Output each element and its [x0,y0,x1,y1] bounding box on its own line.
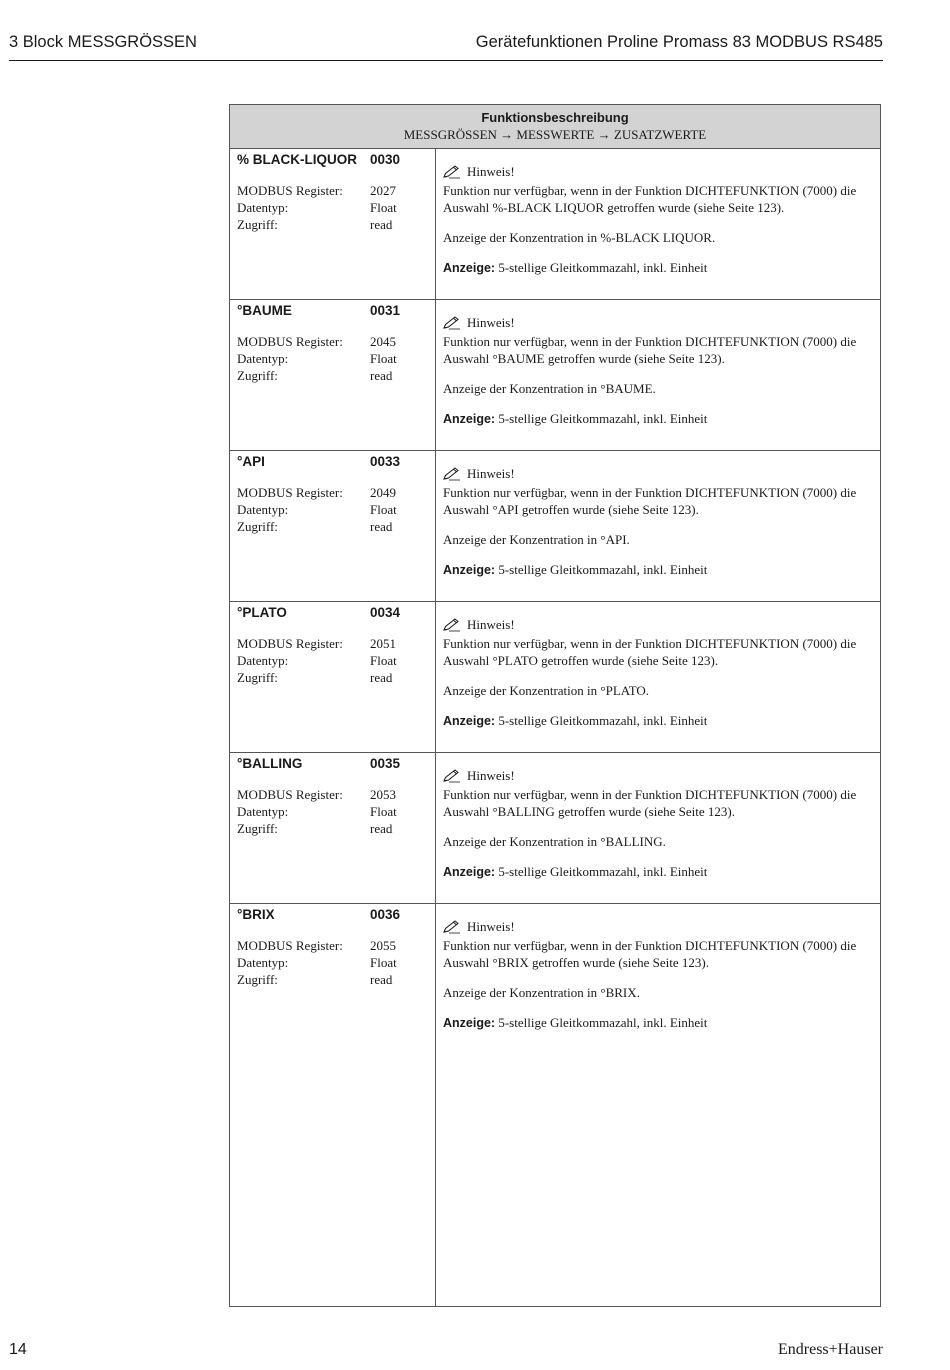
function-code: 0031 [370,303,401,318]
table-title: Funktionsbeschreibung [481,110,629,125]
datatype-label: Datentyp: [237,804,289,819]
datatype-label: Datentyp: [237,653,289,668]
function-description: Anzeige der Konzentration in %-BLACK LIQUOR. [443,230,716,245]
display-text: 5-stellige Gleitkommazahl, inkl. Einheit [498,260,708,275]
note-heading [443,616,515,633]
register-label: MODBUS Register: [237,485,343,500]
display-format [443,260,707,276]
function-name: °BALLING [237,756,303,771]
display-label: Anzeige: [443,1016,496,1030]
access-value: read [370,519,393,534]
display-format [443,864,707,880]
display-format [443,1015,707,1031]
function-code: 0035 [370,756,401,771]
datatype-value: Float [370,653,397,668]
access-value: read [370,821,393,836]
access-label: Zugriff: [237,368,278,383]
function-description: Anzeige der Konzentration in °PLATO. [443,683,650,698]
access-value: read [370,217,393,232]
note-label: Hinweis! [467,315,515,330]
function-code: 0034 [370,605,401,620]
table-row [230,752,880,904]
display-text: 5-stellige Gleitkommazahl, inkl. Einheit [498,411,708,426]
display-format [443,713,707,729]
header-rule [9,60,883,61]
note-heading [443,767,515,784]
register-value: 2055 [370,938,396,953]
availability-condition: Funktion nur verfügbar, wenn in der Funktion DICHTEFUNKTION (7000) die Auswahl °PLATO getroffen wurde (siehe Seite 123). [443,636,857,668]
brand-logo-text: Endress+Hauser [778,1341,883,1358]
register-value: 2045 [370,334,396,349]
access-value: read [370,972,393,987]
display-label: Anzeige: [443,412,496,426]
table-header [230,105,880,149]
display-format [443,411,707,427]
table-row [230,299,880,451]
display-label: Anzeige: [443,563,496,577]
note-heading [443,163,515,180]
register-value: 2053 [370,787,396,802]
availability-condition: Funktion nur verfügbar, wenn in der Funktion DICHTEFUNKTION (7000) die Auswahl °BALLING getroffen wurde (siehe Seite 123). [443,787,857,819]
display-label: Anzeige: [443,714,496,728]
note-heading [443,465,515,482]
datatype-label: Datentyp: [237,351,289,366]
register-value: 2049 [370,485,396,500]
access-value: read [370,368,393,383]
display-format [443,562,707,578]
note-heading [443,314,515,331]
function-name: % BLACK-LIQUOR [237,152,357,167]
note-label: Hinweis! [467,617,515,632]
availability-condition: Funktion nur verfügbar, wenn in der Funktion DICHTEFUNKTION (7000) die Auswahl %-BLACK LIQUOR getroffen wurde (siehe Seite 123). [443,183,857,215]
pencil-note-icon [443,165,461,179]
pencil-note-icon [443,467,461,481]
access-value: read [370,670,393,685]
running-header-chapter: 3 Block MESSGRÖSSEN [9,33,197,51]
datatype-label: Datentyp: [237,502,289,517]
function-description: Anzeige der Konzentration in °BAUME. [443,381,656,396]
note-heading [443,918,515,935]
function-name: °BRIX [237,907,275,922]
register-value: 2027 [370,183,396,198]
access-label: Zugriff: [237,217,278,232]
function-name: °BAUME [237,303,292,318]
datatype-value: Float [370,200,397,215]
display-label: Anzeige: [443,865,496,879]
function-code: 0036 [370,907,401,922]
register-label: MODBUS Register: [237,938,343,953]
pencil-note-icon [443,316,461,330]
function-name: °API [237,454,265,469]
register-value: 2051 [370,636,396,651]
table-row [230,903,880,1054]
datatype-label: Datentyp: [237,200,289,215]
datatype-value: Float [370,955,397,970]
table-row [230,601,880,753]
table-row [230,450,880,602]
datatype-value: Float [370,351,397,366]
display-text: 5-stellige Gleitkommazahl, inkl. Einheit [498,562,708,577]
datatype-value: Float [370,804,397,819]
display-text: 5-stellige Gleitkommazahl, inkl. Einheit [498,1015,708,1030]
function-description: Anzeige der Konzentration in °BALLING. [443,834,666,849]
table-path: MESSGRÖSSEN → MESSWERTE → ZUSATZWERTE [403,127,707,142]
access-label: Zugriff: [237,519,278,534]
function-code: 0033 [370,454,401,469]
availability-condition: Funktion nur verfügbar, wenn in der Funktion DICHTEFUNKTION (7000) die Auswahl °API getroffen wurde (siehe Seite 123). [443,485,857,517]
function-code: 0030 [370,152,401,167]
register-label: MODBUS Register: [237,636,343,651]
function-description: Anzeige der Konzentration in °API. [443,532,630,547]
note-label: Hinweis! [467,768,515,783]
note-label: Hinweis! [467,919,515,934]
pencil-note-icon [443,618,461,632]
availability-condition: Funktion nur verfügbar, wenn in der Funktion DICHTEFUNKTION (7000) die Auswahl °BRIX getroffen wurde (siehe Seite 123). [443,938,857,970]
running-header-title: Gerätefunktionen Proline Promass 83 MODBUS RS485 [475,33,883,51]
access-label: Zugriff: [237,972,278,987]
function-description: Anzeige der Konzentration in °BRIX. [443,985,640,1000]
table-row [230,148,880,300]
display-text: 5-stellige Gleitkommazahl, inkl. Einheit [498,713,708,728]
access-label: Zugriff: [237,821,278,836]
function-name: °PLATO [237,605,287,620]
page-number: 14 [9,1341,27,1358]
pencil-note-icon [443,920,461,934]
register-label: MODBUS Register: [237,334,343,349]
pencil-note-icon [443,769,461,783]
datatype-label: Datentyp: [237,955,289,970]
register-label: MODBUS Register: [237,183,343,198]
datatype-value: Float [370,502,397,517]
display-text: 5-stellige Gleitkommazahl, inkl. Einheit [498,864,708,879]
availability-condition: Funktion nur verfügbar, wenn in der Funktion DICHTEFUNKTION (7000) die Auswahl °BAUME getroffen wurde (siehe Seite 123). [443,334,857,366]
register-label: MODBUS Register: [237,787,343,802]
function-table [229,104,881,1307]
note-label: Hinweis! [467,466,515,481]
display-label: Anzeige: [443,261,496,275]
access-label: Zugriff: [237,670,278,685]
note-label: Hinweis! [467,164,515,179]
